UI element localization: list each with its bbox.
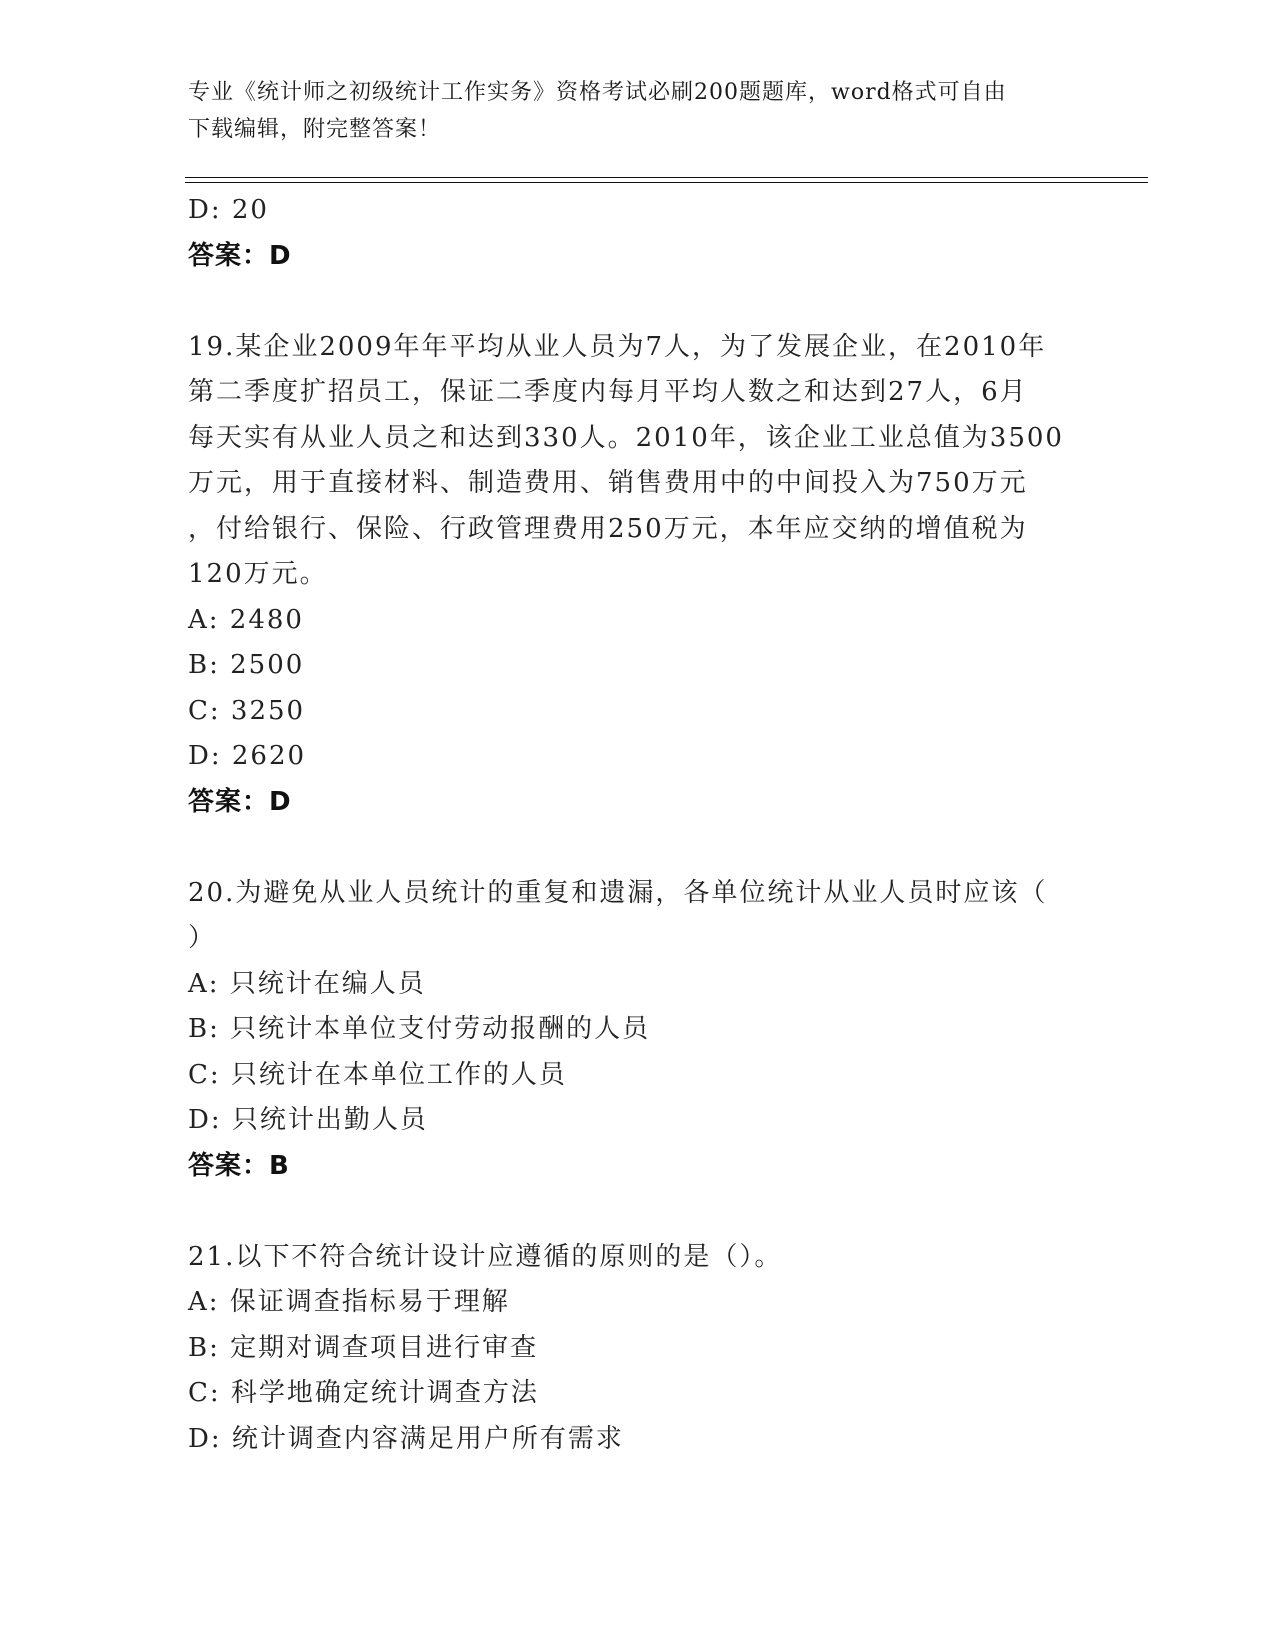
option-c: C: 只统计在本单位工作的人员	[188, 1059, 567, 1090]
option-d: D: 统计调查内容满足用户所有需求	[188, 1423, 624, 1454]
option-a: A: 只统计在编人员	[188, 968, 426, 999]
spacer	[188, 1189, 1088, 1235]
option-d: D: 20	[188, 195, 269, 225]
question-text-line: 万元，用于直接材料、制造费用、销售费用中的中间投入为750万元	[188, 468, 1028, 498]
option-b: B: 2500	[188, 650, 305, 680]
header-divider-top	[185, 177, 1148, 178]
question-19	[188, 325, 1088, 826]
answer-line: 答案：D	[188, 786, 292, 817]
document-body	[188, 188, 1088, 1462]
header-line-2: 下载编辑，附完整答案！	[188, 117, 442, 142]
question-text-line: ，付给银行、保险、行政管理费用250万元，本年应交纳的增值税为	[188, 513, 1028, 544]
question-text-line: 19.某企业2009年年平均从业人员为7人，为了发展企业，在2010年	[188, 331, 1047, 362]
question-21	[188, 1235, 1088, 1463]
option-a: A: 2480	[188, 604, 304, 635]
option-a: A: 保证调查指标易于理解	[188, 1287, 510, 1317]
question-text-line: 120万元。	[188, 559, 328, 589]
question-text-line: ）	[188, 923, 217, 953]
answer-line: 答案：D	[188, 240, 292, 271]
question-18-tail	[188, 188, 1088, 279]
header-divider-bottom	[185, 182, 1148, 183]
spacer	[188, 825, 1088, 871]
option-c: C: 3250	[188, 695, 306, 726]
question-text-line: 每天实有从业人员之和达到330人。2010年，该企业工业总值为3500	[188, 422, 1064, 453]
question-text-line: 20.为避免从业人员统计的重复和遗漏，各单位统计从业人员时应该（	[188, 877, 1048, 908]
option-b: B: 定期对调查项目进行审查	[188, 1332, 539, 1363]
option-d: D: 只统计出勤人员	[188, 1105, 428, 1135]
option-b: B: 只统计本单位支付劳动报酬的人员	[188, 1014, 651, 1044]
option-c: C: 科学地确定统计调查方法	[188, 1378, 539, 1408]
question-text-line: 21.以下不符合统计设计应遵循的原则的是（）。	[188, 1241, 783, 1272]
document-header	[188, 74, 1068, 148]
header-line-1: 专业《统计师之初级统计工作实务》资格考试必刷200题题库，word格式可自由	[188, 80, 1007, 105]
answer-line: 答案：B	[188, 1150, 290, 1181]
question-20	[188, 871, 1088, 1190]
spacer	[188, 279, 1088, 325]
question-text-line: 第二季度扩招员工，保证二季度内每月平均人数之和达到27人，6月	[188, 377, 1028, 407]
option-d: D: 2620	[188, 741, 307, 771]
